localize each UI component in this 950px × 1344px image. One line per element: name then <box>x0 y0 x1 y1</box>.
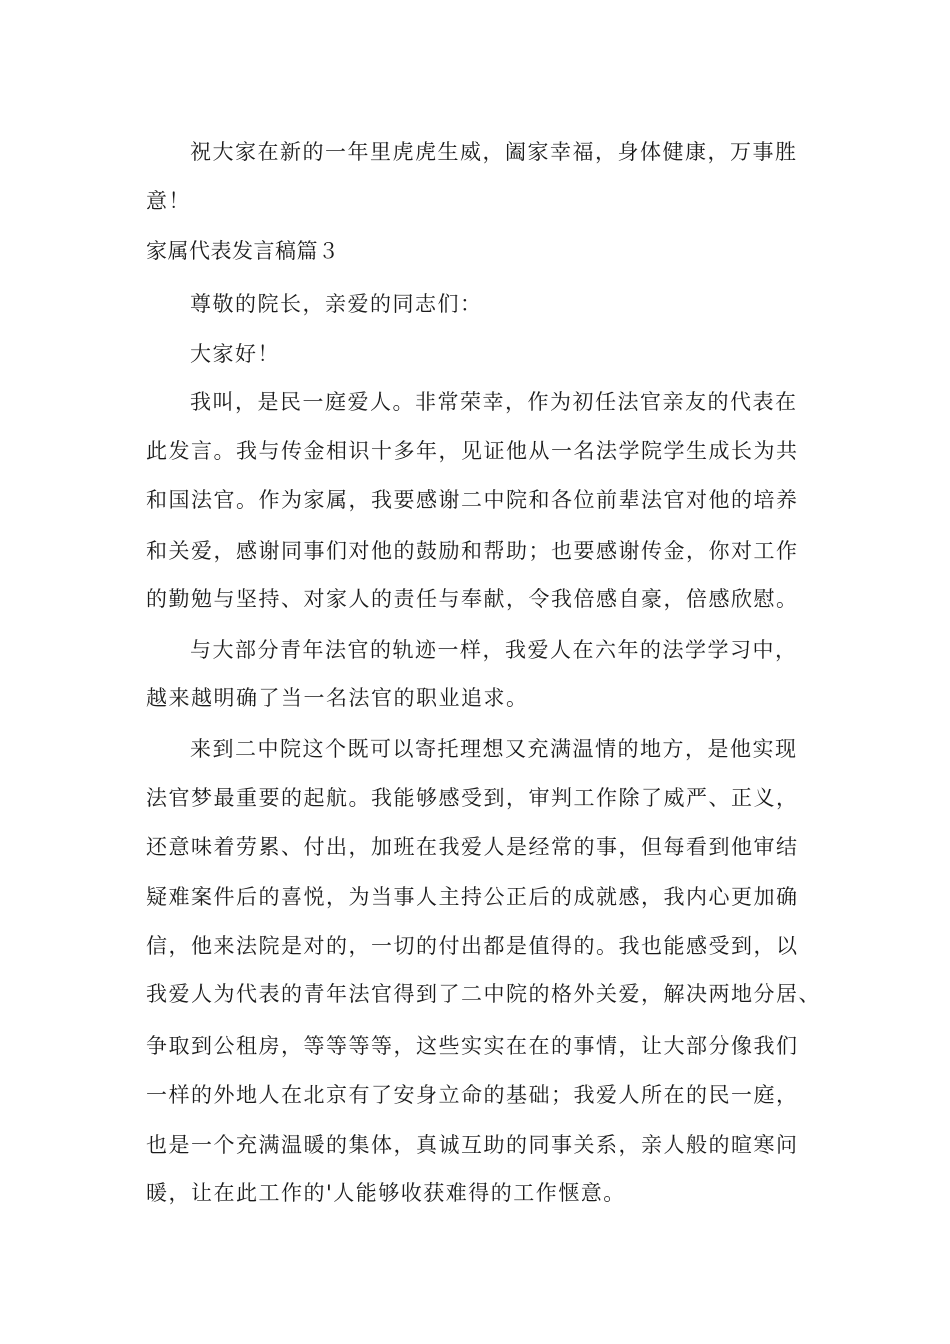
salutation-line: 尊敬的院长，亲爱的同志们： <box>190 292 483 316</box>
paragraph-3-line-10: 暖，让在此工作的'人能够收获难得的工作惬意。 <box>146 1181 626 1205</box>
paragraph-3-line-7: 争取到公租房，等等等等，这些实实在在的事情，让大部分像我们 <box>146 1034 799 1058</box>
greeting-line: 大家好！ <box>190 342 280 366</box>
paragraph-2-line-2: 越来越明确了当一名法官的职业追求。 <box>146 686 529 710</box>
paragraph-3-line-6: 我爱人为代表的青年法官得到了二中院的格外关爱，解决两地分居、 <box>146 982 821 1006</box>
paragraph-1-line-1: 我叫，是民一庭爱人。非常荣幸，作为初任法官亲友的代表在 <box>190 390 798 414</box>
paragraph-3-line-9: 也是一个充满温暖的集体，真诚互助的同事关系，亲人般的暄寒问 <box>146 1133 799 1157</box>
paragraph-3-line-4: 疑难案件后的喜悦，为当事人主持公正后的成就感，我内心更加确 <box>146 885 799 909</box>
paragraph-closing-line-2: 意！ <box>146 189 191 213</box>
paragraph-1-line-5: 的勤勉与坚持、对家人的责任与奉献，令我倍感自豪，倍感欣慰。 <box>146 587 799 611</box>
paragraph-3-line-3: 还意味着劳累、付出，加班在我爱人是经常的事，但每看到他审结 <box>146 835 799 859</box>
paragraph-1-line-3: 和国法官。作为家属，我要感谢二中院和各位前辈法官对他的培养 <box>146 488 799 512</box>
paragraph-1-line-4: 和关爱，感谢同事们对他的鼓励和帮助；也要感谢传金，你对工作 <box>146 539 799 563</box>
paragraph-2-line-1: 与大部分青年法官的轨迹一样，我爱人在六年的法学学习中， <box>190 638 798 662</box>
paragraph-3-line-5: 信，他来法院是对的，一切的付出都是值得的。我也能感受到，以 <box>146 934 799 958</box>
paragraph-closing-line-1: 祝大家在新的一年里虎虎生威，阖家幸福，身体健康，万事胜 <box>190 140 798 164</box>
paragraph-3-line-8: 一样的外地人在北京有了安身立命的基础；我爱人所在的民一庭， <box>146 1083 799 1107</box>
paragraph-3-line-2: 法官梦最重要的起航。我能够感受到，审判工作除了威严、正义， <box>146 786 799 810</box>
paragraph-3-line-1: 来到二中院这个既可以寄托理想又充满温情的地方，是他实现 <box>190 737 798 761</box>
paragraph-1-line-2: 此发言。我与传金相识十多年，见证他从一名法学院学生成长为共 <box>146 439 799 463</box>
section-heading: 家属代表发言稿篇３ <box>146 239 340 263</box>
